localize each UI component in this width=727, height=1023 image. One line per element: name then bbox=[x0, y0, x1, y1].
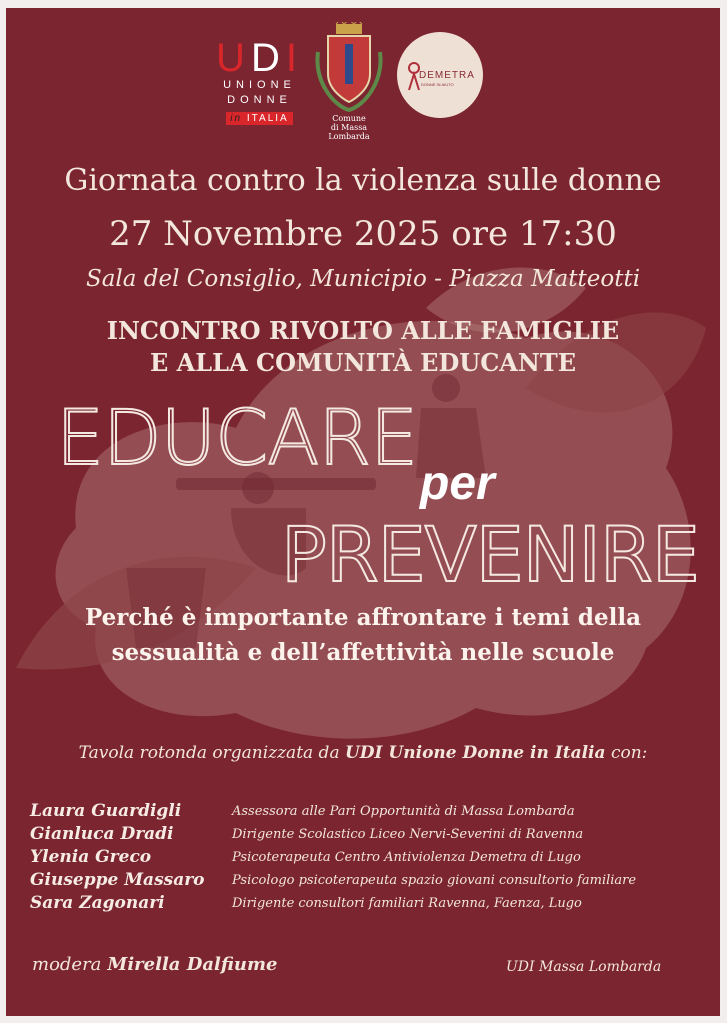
subtitle bbox=[6, 600, 720, 670]
comune-line1: Comune bbox=[332, 114, 366, 123]
event-title: Giornata contro la violenza sulle donne bbox=[64, 163, 662, 198]
speaker-name: Laura Guardigli bbox=[30, 801, 182, 821]
event-headline-line1: INCONTRO RIVOLTO ALLE FAMIGLIE bbox=[106, 316, 620, 345]
speaker-role: Assessora alle Pari Opportunità di Massa Lombarda bbox=[232, 804, 575, 819]
subtitle-line1: Perché è importante affrontare i temi della bbox=[85, 604, 641, 631]
comune-line2: di Massa Lombarda bbox=[328, 123, 370, 141]
event-headline-line2: E ALLA COMUNITÀ EDUCANTE bbox=[149, 348, 577, 377]
demetra-name: DEMETRA bbox=[419, 70, 475, 81]
roundtable-suffix: con: bbox=[610, 743, 648, 763]
speaker-name: Gianluca Dradi bbox=[30, 824, 174, 844]
udi-logo-tag-rest: ITALIA bbox=[246, 113, 289, 124]
event-datetime: 27 Novembre 2025 ore 17:30 bbox=[109, 214, 617, 254]
roundtable-prefix: Tavola rotonda organizzata da bbox=[78, 743, 340, 763]
udi-logo-letter-d: D bbox=[250, 36, 286, 80]
speaker-row bbox=[30, 893, 720, 916]
speaker-name: Ylenia Greco bbox=[30, 847, 152, 867]
event-venue: Sala del Consiglio, Municipio - Piazza Matteotti bbox=[85, 266, 641, 292]
speaker-role: Dirigente Scolastico Liceo Nervi-Severini di Ravenna bbox=[232, 827, 584, 842]
poster bbox=[6, 8, 720, 1016]
speaker-role: Psicologo psicoterapeuta spazio giovani consultorio familiare bbox=[232, 873, 637, 888]
roundtable-org: UDI Unione Donne in Italia bbox=[344, 743, 606, 763]
speaker-name: Sara Zagonari bbox=[30, 893, 165, 913]
udi-logo bbox=[212, 38, 307, 126]
udi-logo-line2: DONNE bbox=[227, 94, 292, 106]
speaker-row bbox=[30, 801, 720, 824]
speaker-role: Psicoterapeuta Centro Antiviolenza Demetra di Lugo bbox=[232, 850, 581, 865]
speaker-name: Giuseppe Massaro bbox=[30, 870, 205, 890]
comune-label bbox=[312, 114, 386, 141]
motto-prevenire: PREVENIRE bbox=[281, 510, 699, 599]
speaker-role: Dirigente consultori familiari Ravenna, Faenza, Lugo bbox=[232, 896, 582, 911]
speaker-list bbox=[30, 801, 720, 916]
moderator bbox=[32, 954, 278, 975]
roundtable-intro bbox=[6, 743, 720, 763]
udi-logo-tag-in: in bbox=[230, 113, 243, 124]
udi-logo-letter-u: U bbox=[216, 36, 251, 80]
motto-per: per bbox=[420, 457, 495, 510]
footer-org: UDI Massa Lombarda bbox=[506, 959, 662, 975]
demetra-logo bbox=[397, 32, 483, 118]
moderator-name: Mirella Dalfiume bbox=[107, 954, 278, 975]
moderator-label: modera bbox=[32, 954, 102, 975]
speaker-row bbox=[30, 824, 720, 847]
coat-of-arms-icon bbox=[314, 22, 384, 112]
event-headline bbox=[6, 315, 720, 379]
udi-logo-tag bbox=[226, 112, 292, 125]
speaker-row bbox=[30, 847, 720, 870]
demetra-subtitle: DONNE IN AIUTO bbox=[421, 82, 454, 87]
motto-educare: EDUCARE bbox=[56, 393, 418, 482]
subtitle-line2: sessualità e dell’affettività nelle scuole bbox=[111, 639, 615, 666]
udi-logo-letter-i: I bbox=[285, 36, 303, 80]
udi-logo-line1: UNIONE bbox=[223, 79, 296, 91]
speaker-row bbox=[30, 870, 720, 893]
